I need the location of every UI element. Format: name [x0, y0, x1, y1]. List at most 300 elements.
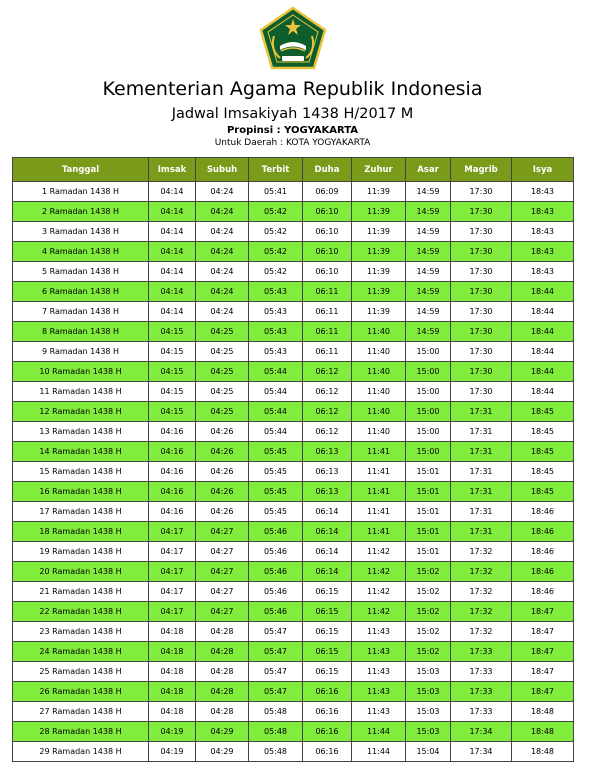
table-cell-asar: 14:59: [406, 282, 451, 302]
column-header-magrib: Magrib: [451, 158, 512, 182]
table-header-row: [13, 158, 574, 182]
table-cell-magrib: 17:30: [451, 342, 512, 362]
table-cell-duha: 06:16: [303, 682, 352, 702]
table-cell-asar: 15:04: [406, 742, 451, 762]
table-row: [13, 562, 574, 582]
table-cell-imsak: 04:17: [149, 582, 196, 602]
table-cell-isya: 18:45: [512, 442, 574, 462]
table-cell-duha: 06:09: [303, 182, 352, 202]
table-row: [13, 682, 574, 702]
kemenag-emblem-icon: [258, 6, 328, 72]
table-cell-magrib: 17:32: [451, 622, 512, 642]
table-cell-asar: 15:01: [406, 522, 451, 542]
table-cell-isya: 18:44: [512, 362, 574, 382]
table-cell-tanggal: 7 Ramadan 1438 H: [13, 302, 149, 322]
table-cell-subuh: 04:25: [196, 322, 249, 342]
table-cell-tanggal: 24 Ramadan 1438 H: [13, 642, 149, 662]
table-cell-terbit: 05:44: [249, 362, 303, 382]
table-cell-zuhur: 11:42: [352, 602, 406, 622]
table-row: [13, 202, 574, 222]
table-cell-tanggal: 28 Ramadan 1438 H: [13, 722, 149, 742]
table-cell-zuhur: 11:40: [352, 402, 406, 422]
table-cell-magrib: 17:30: [451, 262, 512, 282]
table-cell-subuh: 04:24: [196, 242, 249, 262]
table-cell-terbit: 05:47: [249, 682, 303, 702]
column-header-asar: Asar: [406, 158, 451, 182]
table-cell-tanggal: 18 Ramadan 1438 H: [13, 522, 149, 542]
page-subtitle: Jadwal Imsakiyah 1438 H/2017 M: [171, 106, 414, 122]
table-cell-isya: 18:45: [512, 482, 574, 502]
table-cell-magrib: 17:31: [451, 422, 512, 442]
table-cell-isya: 18:44: [512, 342, 574, 362]
table-row: [13, 402, 574, 422]
table-cell-tanggal: 6 Ramadan 1438 H: [13, 282, 149, 302]
table-cell-tanggal: 17 Ramadan 1438 H: [13, 502, 149, 522]
page-title: Kementerian Agama Republik Indonesia: [102, 78, 483, 100]
table-row: [13, 542, 574, 562]
table-cell-zuhur: 11:42: [352, 562, 406, 582]
table-cell-duha: 06:11: [303, 322, 352, 342]
table-cell-imsak: 04:16: [149, 422, 196, 442]
table-cell-magrib: 17:33: [451, 682, 512, 702]
table-cell-magrib: 17:33: [451, 702, 512, 722]
table-cell-isya: 18:44: [512, 382, 574, 402]
table-cell-tanggal: 9 Ramadan 1438 H: [13, 342, 149, 362]
table-row: [13, 462, 574, 482]
table-row: [13, 722, 574, 742]
province-label: Propinsi : YOGYAKARTA: [226, 125, 359, 136]
table-cell-terbit: 05:47: [249, 642, 303, 662]
table-cell-subuh: 04:28: [196, 642, 249, 662]
table-cell-duha: 06:11: [303, 282, 352, 302]
table-cell-terbit: 05:46: [249, 602, 303, 622]
table-cell-tanggal: 11 Ramadan 1438 H: [13, 382, 149, 402]
table-row: [13, 302, 574, 322]
table-cell-zuhur: 11:39: [352, 302, 406, 322]
table-cell-tanggal: 25 Ramadan 1438 H: [13, 662, 149, 682]
table-cell-duha: 06:15: [303, 622, 352, 642]
table-cell-magrib: 17:30: [451, 302, 512, 322]
table-cell-asar: 14:59: [406, 202, 451, 222]
table-cell-terbit: 05:42: [249, 202, 303, 222]
table-cell-duha: 06:13: [303, 462, 352, 482]
table-cell-asar: 15:02: [406, 642, 451, 662]
table-cell-terbit: 05:42: [249, 262, 303, 282]
table-cell-tanggal: 12 Ramadan 1438 H: [13, 402, 149, 422]
table-cell-zuhur: 11:41: [352, 462, 406, 482]
table-cell-subuh: 04:26: [196, 502, 249, 522]
table-cell-isya: 18:46: [512, 562, 574, 582]
table-cell-zuhur: 11:39: [352, 262, 406, 282]
table-cell-terbit: 05:45: [249, 482, 303, 502]
table-row: [13, 662, 574, 682]
table-cell-subuh: 04:27: [196, 522, 249, 542]
table-cell-subuh: 04:24: [196, 222, 249, 242]
table-cell-duha: 06:15: [303, 582, 352, 602]
table-cell-subuh: 04:28: [196, 662, 249, 682]
column-header-imsak: Imsak: [149, 158, 196, 182]
table-cell-isya: 18:43: [512, 222, 574, 242]
table-cell-subuh: 04:26: [196, 442, 249, 462]
table-cell-terbit: 05:48: [249, 742, 303, 762]
table-cell-magrib: 17:33: [451, 662, 512, 682]
table-cell-asar: 15:00: [406, 422, 451, 442]
table-cell-duha: 06:10: [303, 242, 352, 262]
table-cell-subuh: 04:26: [196, 422, 249, 442]
table-cell-magrib: 17:30: [451, 222, 512, 242]
table-cell-subuh: 04:28: [196, 682, 249, 702]
table-cell-asar: 15:02: [406, 562, 451, 582]
table-cell-magrib: 17:32: [451, 562, 512, 582]
table-cell-isya: 18:45: [512, 402, 574, 422]
table-cell-imsak: 04:14: [149, 182, 196, 202]
table-cell-duha: 06:10: [303, 202, 352, 222]
table-cell-isya: 18:48: [512, 722, 574, 742]
table-cell-magrib: 17:30: [451, 322, 512, 342]
table-cell-asar: 15:02: [406, 582, 451, 602]
table-cell-asar: 15:01: [406, 502, 451, 522]
table-cell-magrib: 17:30: [451, 182, 512, 202]
table-row: [13, 342, 574, 362]
table-cell-asar: 14:59: [406, 322, 451, 342]
table-cell-subuh: 04:25: [196, 362, 249, 382]
table-cell-zuhur: 11:39: [352, 202, 406, 222]
table-cell-tanggal: 26 Ramadan 1438 H: [13, 682, 149, 702]
table-cell-terbit: 05:46: [249, 542, 303, 562]
table-cell-terbit: 05:46: [249, 582, 303, 602]
table-cell-magrib: 17:31: [451, 482, 512, 502]
table-cell-duha: 06:16: [303, 742, 352, 762]
table-cell-imsak: 04:19: [149, 722, 196, 742]
table-cell-zuhur: 11:43: [352, 702, 406, 722]
table-cell-tanggal: 2 Ramadan 1438 H: [13, 202, 149, 222]
table-row: [13, 482, 574, 502]
column-header-duha: Duha: [303, 158, 352, 182]
table-cell-magrib: 17:30: [451, 282, 512, 302]
table-cell-subuh: 04:25: [196, 382, 249, 402]
table-cell-tanggal: 20 Ramadan 1438 H: [13, 562, 149, 582]
column-header-zuhur: Zuhur: [352, 158, 406, 182]
table-cell-asar: 14:59: [406, 302, 451, 322]
table-cell-zuhur: 11:40: [352, 362, 406, 382]
table-cell-duha: 06:16: [303, 722, 352, 742]
table-cell-subuh: 04:27: [196, 582, 249, 602]
table-cell-asar: 15:00: [406, 382, 451, 402]
table-cell-zuhur: 11:40: [352, 422, 406, 442]
table-cell-terbit: 05:46: [249, 522, 303, 542]
table-cell-terbit: 05:48: [249, 702, 303, 722]
table-row: [13, 282, 574, 302]
table-cell-tanggal: 8 Ramadan 1438 H: [13, 322, 149, 342]
table-cell-tanggal: 29 Ramadan 1438 H: [13, 742, 149, 762]
table-cell-isya: 18:44: [512, 302, 574, 322]
table-cell-isya: 18:45: [512, 422, 574, 442]
table-cell-asar: 14:59: [406, 242, 451, 262]
table-cell-isya: 18:46: [512, 502, 574, 522]
table-cell-imsak: 04:14: [149, 242, 196, 262]
table-cell-terbit: 05:48: [249, 722, 303, 742]
table-cell-zuhur: 11:43: [352, 622, 406, 642]
table-cell-magrib: 17:34: [451, 722, 512, 742]
table-cell-isya: 18:43: [512, 182, 574, 202]
table-cell-zuhur: 11:42: [352, 542, 406, 562]
table-cell-tanggal: 10 Ramadan 1438 H: [13, 362, 149, 382]
table-cell-isya: 18:47: [512, 662, 574, 682]
table-row: [13, 422, 574, 442]
table-cell-subuh: 04:27: [196, 562, 249, 582]
table-cell-zuhur: 11:39: [352, 242, 406, 262]
table-cell-subuh: 04:24: [196, 262, 249, 282]
table-cell-terbit: 05:41: [249, 182, 303, 202]
table-row: [13, 222, 574, 242]
table-row: [13, 382, 574, 402]
table-cell-terbit: 05:44: [249, 382, 303, 402]
table-row: [13, 702, 574, 722]
table-row: [13, 742, 574, 762]
table-cell-imsak: 04:14: [149, 302, 196, 322]
table-cell-isya: 18:46: [512, 542, 574, 562]
table-cell-isya: 18:47: [512, 682, 574, 702]
table-cell-imsak: 04:16: [149, 442, 196, 462]
table-cell-terbit: 05:42: [249, 222, 303, 242]
table-row: [13, 362, 574, 382]
table-cell-zuhur: 11:39: [352, 282, 406, 302]
table-row: [13, 442, 574, 462]
table-cell-magrib: 17:30: [451, 202, 512, 222]
table-cell-subuh: 04:24: [196, 282, 249, 302]
table-cell-terbit: 05:46: [249, 562, 303, 582]
table-cell-duha: 06:14: [303, 562, 352, 582]
table-cell-tanggal: 16 Ramadan 1438 H: [13, 482, 149, 502]
table-cell-duha: 06:16: [303, 702, 352, 722]
table-cell-asar: 15:01: [406, 482, 451, 502]
table-row: [13, 242, 574, 262]
table-cell-terbit: 05:42: [249, 242, 303, 262]
table-cell-asar: 15:03: [406, 702, 451, 722]
table-cell-magrib: 17:32: [451, 602, 512, 622]
table-cell-asar: 15:02: [406, 622, 451, 642]
table-cell-isya: 18:46: [512, 522, 574, 542]
table-cell-terbit: 05:44: [249, 422, 303, 442]
table-cell-terbit: 05:45: [249, 462, 303, 482]
table-cell-imsak: 04:14: [149, 262, 196, 282]
table-cell-terbit: 05:45: [249, 442, 303, 462]
table-cell-zuhur: 11:43: [352, 662, 406, 682]
table-cell-duha: 06:13: [303, 442, 352, 462]
table-cell-imsak: 04:16: [149, 482, 196, 502]
table-cell-tanggal: 23 Ramadan 1438 H: [13, 622, 149, 642]
table-cell-tanggal: 22 Ramadan 1438 H: [13, 602, 149, 622]
table-cell-asar: 15:01: [406, 542, 451, 562]
table-cell-asar: 15:00: [406, 402, 451, 422]
column-header-terbit: Terbit: [249, 158, 303, 182]
table-cell-asar: 15:03: [406, 662, 451, 682]
table-cell-tanggal: 27 Ramadan 1438 H: [13, 702, 149, 722]
table-cell-imsak: 04:14: [149, 282, 196, 302]
table-cell-subuh: 04:24: [196, 202, 249, 222]
table-cell-asar: 15:02: [406, 602, 451, 622]
table-cell-imsak: 04:15: [149, 402, 196, 422]
table-cell-zuhur: 11:41: [352, 502, 406, 522]
table-cell-duha: 06:15: [303, 602, 352, 622]
table-cell-terbit: 05:44: [249, 402, 303, 422]
table-cell-imsak: 04:15: [149, 382, 196, 402]
table-cell-imsak: 04:16: [149, 462, 196, 482]
table-cell-terbit: 05:45: [249, 502, 303, 522]
table-cell-magrib: 17:31: [451, 462, 512, 482]
table-cell-imsak: 04:14: [149, 222, 196, 242]
table-cell-duha: 06:13: [303, 482, 352, 502]
table-cell-imsak: 04:19: [149, 742, 196, 762]
table-cell-asar: 14:59: [406, 182, 451, 202]
table-cell-imsak: 04:15: [149, 322, 196, 342]
table-cell-magrib: 17:31: [451, 442, 512, 462]
table-cell-zuhur: 11:39: [352, 182, 406, 202]
table-cell-imsak: 04:18: [149, 642, 196, 662]
column-header-tanggal: Tanggal: [13, 158, 149, 182]
table-cell-tanggal: 4 Ramadan 1438 H: [13, 242, 149, 262]
schedule-table: [12, 157, 574, 762]
table-cell-isya: 18:44: [512, 322, 574, 342]
column-header-subuh: Subuh: [196, 158, 249, 182]
table-cell-tanggal: 14 Ramadan 1438 H: [13, 442, 149, 462]
table-cell-subuh: 04:28: [196, 622, 249, 642]
table-cell-tanggal: 13 Ramadan 1438 H: [13, 422, 149, 442]
table-cell-zuhur: 11:42: [352, 582, 406, 602]
table-cell-asar: 15:03: [406, 722, 451, 742]
table-cell-tanggal: 3 Ramadan 1438 H: [13, 222, 149, 242]
table-cell-terbit: 05:43: [249, 342, 303, 362]
table-cell-subuh: 04:24: [196, 182, 249, 202]
table-cell-duha: 06:12: [303, 382, 352, 402]
table-cell-zuhur: 11:40: [352, 322, 406, 342]
table-cell-duha: 06:14: [303, 542, 352, 562]
table-cell-zuhur: 11:43: [352, 682, 406, 702]
table-row: [13, 322, 574, 342]
table-cell-asar: 15:00: [406, 342, 451, 362]
table-cell-zuhur: 11:41: [352, 442, 406, 462]
table-row: [13, 502, 574, 522]
table-row: [13, 522, 574, 542]
table-cell-tanggal: 21 Ramadan 1438 H: [13, 582, 149, 602]
table-cell-magrib: 17:31: [451, 522, 512, 542]
table-cell-isya: 18:47: [512, 642, 574, 662]
table-cell-tanggal: 15 Ramadan 1438 H: [13, 462, 149, 482]
table-cell-subuh: 04:29: [196, 722, 249, 742]
table-cell-magrib: 17:32: [451, 582, 512, 602]
table-cell-magrib: 17:34: [451, 742, 512, 762]
table-cell-imsak: 04:17: [149, 542, 196, 562]
table-cell-asar: 15:00: [406, 442, 451, 462]
table-cell-tanggal: 19 Ramadan 1438 H: [13, 542, 149, 562]
table-cell-isya: 18:47: [512, 602, 574, 622]
table-cell-zuhur: 11:41: [352, 522, 406, 542]
table-cell-terbit: 05:47: [249, 662, 303, 682]
table-cell-asar: 14:59: [406, 222, 451, 242]
table-cell-tanggal: 1 Ramadan 1438 H: [13, 182, 149, 202]
table-cell-magrib: 17:30: [451, 242, 512, 262]
table-cell-imsak: 04:15: [149, 342, 196, 362]
table-cell-magrib: 17:32: [451, 542, 512, 562]
table-cell-magrib: 17:31: [451, 402, 512, 422]
table-cell-magrib: 17:31: [451, 502, 512, 522]
table-cell-isya: 18:45: [512, 462, 574, 482]
table-cell-duha: 06:11: [303, 342, 352, 362]
table-cell-asar: 15:01: [406, 462, 451, 482]
table-cell-zuhur: 11:40: [352, 342, 406, 362]
table-cell-imsak: 04:18: [149, 682, 196, 702]
table-cell-isya: 18:46: [512, 582, 574, 602]
table-cell-subuh: 04:28: [196, 702, 249, 722]
table-cell-isya: 18:44: [512, 282, 574, 302]
table-cell-zuhur: 11:41: [352, 482, 406, 502]
table-cell-imsak: 04:15: [149, 362, 196, 382]
table-cell-magrib: 17:30: [451, 362, 512, 382]
table-row: [13, 642, 574, 662]
table-cell-zuhur: 11:43: [352, 642, 406, 662]
table-cell-asar: 15:00: [406, 362, 451, 382]
table-cell-duha: 06:10: [303, 262, 352, 282]
table-cell-terbit: 05:43: [249, 302, 303, 322]
table-row: [13, 262, 574, 282]
table-cell-subuh: 04:27: [196, 602, 249, 622]
table-cell-terbit: 05:47: [249, 622, 303, 642]
table-cell-duha: 06:15: [303, 642, 352, 662]
table-cell-duha: 06:12: [303, 422, 352, 442]
table-cell-zuhur: 11:44: [352, 742, 406, 762]
table-cell-subuh: 04:29: [196, 742, 249, 762]
table-cell-isya: 18:43: [512, 262, 574, 282]
table-cell-duha: 06:15: [303, 662, 352, 682]
table-row: [13, 182, 574, 202]
table-cell-isya: 18:48: [512, 742, 574, 762]
table-cell-tanggal: 5 Ramadan 1438 H: [13, 262, 149, 282]
table-cell-zuhur: 11:40: [352, 382, 406, 402]
table-cell-isya: 18:47: [512, 622, 574, 642]
table-cell-duha: 06:10: [303, 222, 352, 242]
table-row: [13, 582, 574, 602]
table-cell-imsak: 04:18: [149, 622, 196, 642]
table-cell-magrib: 17:33: [451, 642, 512, 662]
table-cell-magrib: 17:30: [451, 382, 512, 402]
table-cell-imsak: 04:14: [149, 202, 196, 222]
table-cell-imsak: 04:17: [149, 522, 196, 542]
region-label: Untuk Daerah : KOTA YOGYAKARTA: [214, 138, 371, 148]
table-cell-imsak: 04:18: [149, 662, 196, 682]
table-cell-isya: 18:43: [512, 202, 574, 222]
table-cell-duha: 06:12: [303, 402, 352, 422]
table-cell-asar: 15:03: [406, 682, 451, 702]
table-cell-terbit: 05:43: [249, 282, 303, 302]
table-cell-imsak: 04:18: [149, 702, 196, 722]
table-cell-terbit: 05:43: [249, 322, 303, 342]
table-cell-subuh: 04:24: [196, 302, 249, 322]
table-cell-duha: 06:12: [303, 362, 352, 382]
table-cell-imsak: 04:16: [149, 502, 196, 522]
table-cell-duha: 06:14: [303, 522, 352, 542]
table-cell-isya: 18:43: [512, 242, 574, 262]
table-cell-duha: 06:14: [303, 502, 352, 522]
table-cell-subuh: 04:25: [196, 342, 249, 362]
table-cell-imsak: 04:17: [149, 562, 196, 582]
table-cell-subuh: 04:26: [196, 482, 249, 502]
table-cell-subuh: 04:25: [196, 402, 249, 422]
column-header-isya: Isya: [512, 158, 574, 182]
table-row: [13, 622, 574, 642]
table-cell-subuh: 04:26: [196, 462, 249, 482]
table-cell-zuhur: 11:39: [352, 222, 406, 242]
table-row: [13, 602, 574, 622]
